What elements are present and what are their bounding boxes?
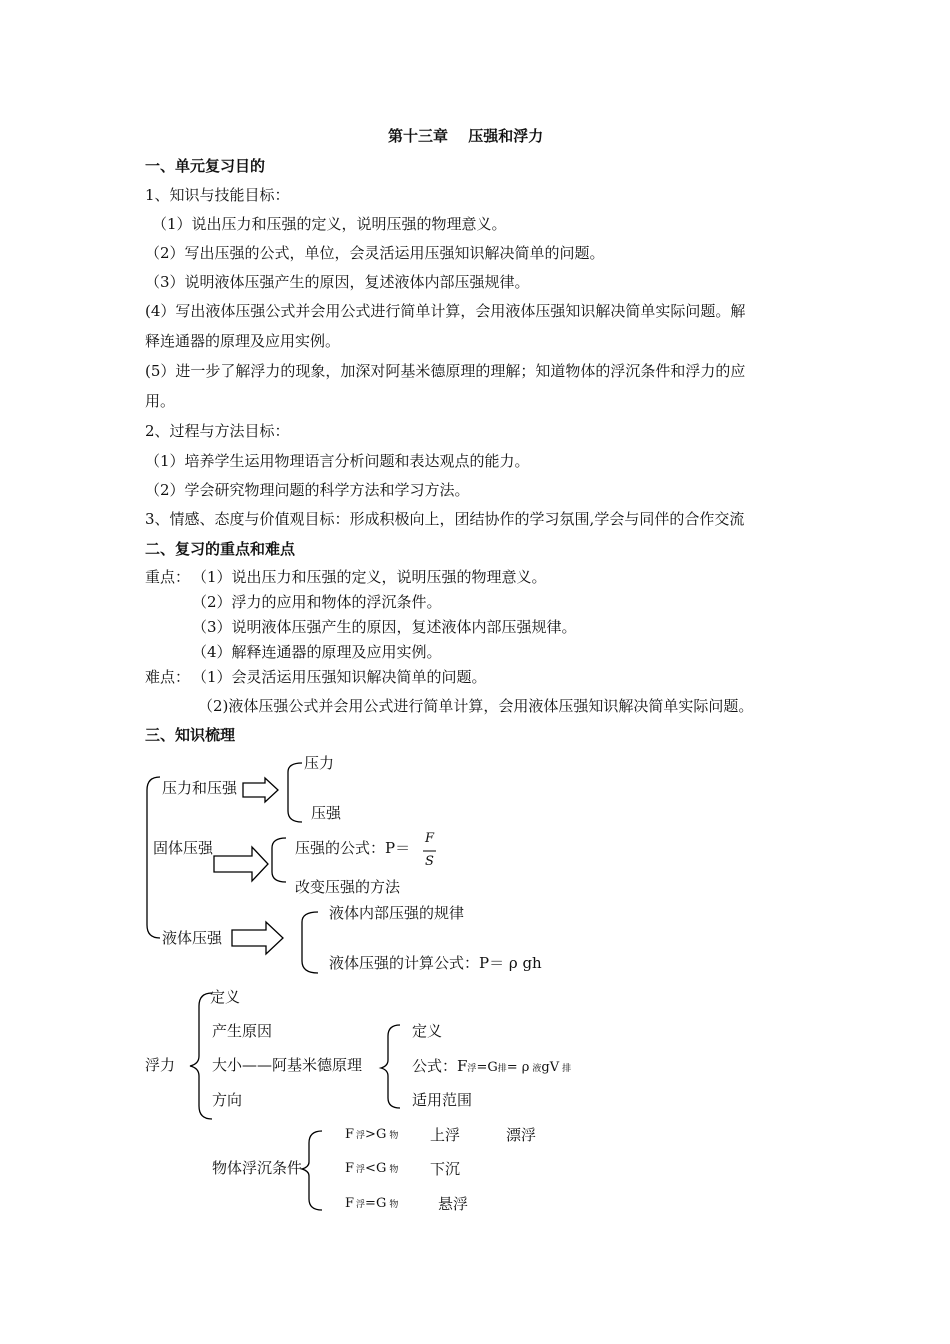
arrow-3 [232, 922, 283, 954]
float-brace [302, 1131, 322, 1210]
pressure-main-brace [147, 777, 160, 938]
buoyancy-definition: 定义 [210, 988, 241, 1006]
node-pressure-formula: 压强的公式：P＝ [295, 839, 411, 857]
key-point-4: （4）解释连通器的原理及应用实例。 [192, 643, 442, 661]
node-pressure-force: 压力和压强 [162, 779, 238, 797]
node-liquid-formula: 液体压强的计算公式：P＝ ρ gh [329, 954, 542, 972]
buoyancy-direction: 方向 [212, 1091, 243, 1109]
node-liquid-pressure: 液体压强 [162, 929, 223, 947]
float-row-3-result: 悬浮 [438, 1195, 469, 1213]
knowledge-goal-5a: (5）进一步了解浮力的现象，加深对阿基米德原理的理解；知道物体的浮沉条件和浮力的应 [145, 362, 746, 380]
pressure-brace-2 [272, 838, 286, 882]
knowledge-goal-3: （3）说明液体压强产生的原因，复述液体内部压强规律。 [145, 273, 530, 291]
process-goal-2: （2）学会研究物理问题的科学方法和学习方法。 [145, 481, 470, 499]
key-point-3: （3）说明液体压强产生的原因，复述液体内部压强规律。 [192, 618, 577, 636]
key-points-label: 重点： [145, 568, 191, 586]
fraction-denominator: S [425, 854, 434, 869]
knowledge-goal-1: （1）说出压力和压强的定义，说明压强的物理意义。 [152, 215, 507, 233]
buoyancy-brace [190, 993, 212, 1119]
knowledge-goals-heading: 1、知识与技能目标： [145, 186, 290, 204]
float-row-1-result: 上浮 [430, 1126, 461, 1144]
node-pressure: 压强 [311, 804, 342, 822]
fraction-numerator: F [425, 831, 435, 846]
arrow-2 [214, 847, 268, 881]
arrow-1 [243, 778, 278, 802]
node-force: 压力 [304, 754, 335, 772]
archimedes-definition: 定义 [412, 1022, 443, 1040]
buoyancy-cause: 产生原因 [212, 1022, 273, 1040]
knowledge-goal-4a: (4）写出液体压强公式并会用公式进行简单计算，会用液体压强知识解决简单实际问题。解 [145, 302, 746, 320]
difficulty-label: 难点： [145, 668, 191, 686]
key-point-1: （1）说出压力和压强的定义，说明压强的物理意义。 [192, 568, 547, 586]
pressure-brace-1 [288, 763, 302, 822]
float-row-2-condition: F 浮<G 物 [345, 1161, 399, 1176]
float-row-1-result-2: 漂浮 [506, 1126, 537, 1144]
float-row-2-result: 下沉 [430, 1160, 461, 1178]
node-buoyancy: 浮力 [145, 1056, 176, 1074]
archimedes-formula: 公式：F浮=G排= ρ 液gV 排 [412, 1057, 572, 1075]
pressure-brace-3 [302, 912, 318, 973]
float-condition-label: 物体浮沉条件 [212, 1159, 303, 1177]
difficulty-1: （1）会灵活运用压强知识解决简单的问题。 [192, 668, 487, 686]
archimedes-brace [381, 1025, 400, 1108]
float-row-3-condition: F 浮=G 物 [345, 1196, 399, 1211]
node-change-pressure: 改变压强的方法 [295, 878, 401, 896]
key-point-2: （2）浮力的应用和物体的浮沉条件。 [192, 593, 442, 611]
section-2-heading: 二、复习的重点和难点 [145, 540, 296, 558]
process-goals-heading: 2、过程与方法目标： [145, 422, 290, 440]
section-1-heading: 一、单元复习目的 [145, 157, 266, 175]
node-liquid-law: 液体内部压强的规律 [329, 904, 465, 922]
section-3-heading: 三、知识梳理 [145, 726, 236, 744]
buoyancy-magnitude: 大小——阿基米德原理 [212, 1056, 363, 1074]
emotion-goal: 3、情感、态度与价值观目标：形成积极向上，团结协作的学习氛围,学会与同伴的合作交流 [145, 510, 745, 528]
knowledge-goal-2: （2）写出压强的公式，单位，会灵活运用压强知识解决简单的问题。 [145, 244, 605, 262]
process-goal-1: （1）培养学生运用物理语言分析问题和表达观点的能力。 [145, 452, 530, 470]
knowledge-goal-5b: 用。 [145, 392, 176, 410]
archimedes-scope: 适用范围 [412, 1091, 473, 1109]
knowledge-goal-4b: 释连通器的原理及应用实例。 [145, 332, 341, 350]
difficulty-2: （2)液体压强公式并会用公式进行简单计算，会用液体压强知识解决简单实际问题。 [198, 697, 754, 715]
page-title: 第十三章 压强和浮力 [388, 127, 544, 145]
float-row-1-condition: F 浮>G 物 [345, 1127, 399, 1142]
node-solid-pressure: 固体压强 [153, 839, 214, 857]
